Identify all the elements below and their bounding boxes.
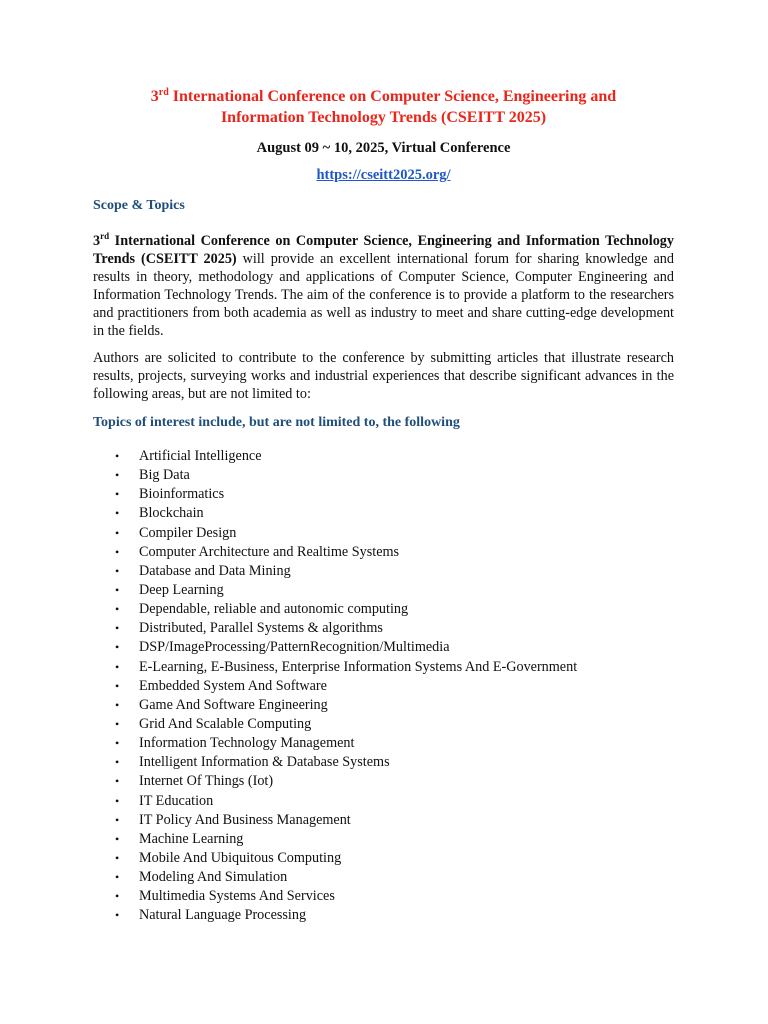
page-content — [93, 86, 674, 926]
bullet-icon: • — [115, 793, 120, 808]
topic-label: DSP/ImageProcessing/PatternRecognition/Multimedia — [139, 639, 450, 656]
bullet-icon: • — [115, 640, 120, 655]
bullet-icon: • — [115, 487, 120, 502]
topic-label: Natural Language Processing — [139, 907, 307, 924]
scope-paragraph-2: Authors are solicited to contribute to the conference by submitting articles that illustrate research results, projects, surveying works and industrial experiences that describe significant advances in the following areas, but are not limited to: — [93, 350, 674, 402]
topic-label: Deep Learning — [139, 581, 224, 598]
topic-label: IT Education — [139, 792, 214, 809]
topic-list-item — [93, 734, 674, 753]
topic-label: Artificial Intelligence — [139, 448, 262, 464]
topic-list-item — [93, 868, 674, 887]
title-line1: International Conference on Computer Science, Engineering and — [168, 88, 617, 105]
para1-ordinal-suffix: rd — [100, 231, 110, 241]
topic-label: Bioinformatics — [139, 486, 225, 503]
topic-list-item — [93, 830, 674, 849]
para1-body: will provide an excellent international forum for sharing knowledge and results in theory, methodology and applications of Computer Science, Computer Engineering and Information Technology Trends. The aim of the conference is to provide a platform to the researchers and practitioners from both academia as well as industry to meet and share cutting-edge development in the fields. — [93, 251, 674, 339]
topic-list-item — [93, 772, 674, 791]
topic-label: Blockchain — [139, 505, 204, 522]
topic-label: Modeling And Simulation — [139, 869, 288, 886]
topic-list-item — [93, 906, 674, 925]
bullet-icon: • — [115, 697, 120, 712]
topic-label: Intelligent Information & Database Systems — [139, 754, 390, 771]
scope-heading: Scope & Topics — [93, 198, 185, 213]
topic-list-item — [93, 715, 674, 734]
topic-list-item — [93, 466, 674, 485]
topic-label: Information Technology Management — [139, 735, 355, 752]
topic-list-item — [93, 677, 674, 696]
bullet-icon: • — [115, 678, 120, 693]
bullet-icon: • — [115, 506, 120, 521]
bullet-icon: • — [115, 716, 120, 731]
topic-list-item — [93, 485, 674, 504]
topics-list — [93, 447, 674, 926]
topic-label: Multimedia Systems And Services — [139, 888, 335, 905]
topic-label: Computer Architecture and Realtime Systems — [139, 543, 400, 560]
topic-list-item — [93, 619, 674, 638]
topic-label: Grid And Scalable Computing — [139, 715, 312, 732]
bullet-icon: • — [115, 621, 120, 636]
topic-label: Mobile And Ubiquitous Computing — [139, 849, 342, 866]
topic-list-item — [93, 524, 674, 543]
topic-label: IT Policy And Business Management — [139, 811, 351, 828]
topic-list-item — [93, 658, 674, 677]
bullet-icon: • — [115, 831, 120, 846]
topic-list-item — [93, 811, 674, 830]
bullet-icon: • — [115, 774, 120, 789]
bullet-icon: • — [115, 602, 120, 617]
conference-url-line — [93, 166, 674, 184]
topic-label: Internet Of Things (Iot) — [139, 773, 274, 790]
bullet-icon: • — [115, 525, 120, 540]
bullet-icon: • — [115, 659, 120, 674]
topic-list-item — [93, 792, 674, 811]
bullet-icon: • — [115, 468, 120, 483]
conference-dates: August 09 ~ 10, 2025, Virtual Conference — [256, 140, 511, 156]
conference-title — [93, 86, 674, 128]
bullet-icon: • — [115, 812, 120, 827]
bullet-icon: • — [115, 889, 120, 904]
bullet-icon: • — [115, 544, 120, 559]
topic-label: Dependable, reliable and autonomic computing — [139, 601, 409, 618]
scope-paragraph-1 — [93, 232, 674, 340]
bullet-icon: • — [115, 449, 120, 463]
title-ordinal: 3 — [150, 88, 159, 105]
title-line2: Information Technology Trends (CSEITT 2025) — [220, 109, 547, 126]
topic-list-item — [93, 696, 674, 715]
topic-list-item — [93, 849, 674, 868]
topic-list-item — [93, 543, 674, 562]
bullet-icon: • — [115, 870, 120, 885]
topic-label: Big Data — [139, 467, 190, 484]
topic-label: Embedded System And Software — [139, 677, 327, 694]
title-ordinal-suffix: rd — [158, 87, 169, 98]
topic-label: Compiler Design — [139, 524, 237, 541]
para1-ordinal: 3 — [93, 233, 101, 249]
topic-list-item — [93, 581, 674, 600]
conference-website-link[interactable]: https://cseitt2025.org/ — [316, 167, 451, 183]
topics-heading: Topics of interest include, but are not limited to, the following — [93, 415, 460, 430]
bullet-icon: • — [115, 850, 120, 865]
topic-label: Game And Software Engineering — [139, 696, 328, 713]
topic-list-item — [93, 753, 674, 772]
topic-label: Machine Learning — [139, 830, 244, 847]
bullet-icon: • — [115, 563, 120, 578]
bullet-icon: • — [115, 736, 120, 751]
topic-list-item — [93, 447, 674, 466]
bullet-icon: • — [115, 908, 120, 923]
topic-list-item — [93, 600, 674, 619]
topic-label: E-Learning, E-Business, Enterprise Information Systems And E-Government — [139, 658, 578, 675]
bullet-icon: • — [115, 755, 120, 770]
topic-list-item — [93, 504, 674, 523]
topic-list-item — [93, 638, 674, 657]
bullet-icon: • — [115, 582, 120, 597]
para1-conference-name: International Conference on Computer Science, Engineering and Information Technology Trends (CSEITT 2025) — [93, 233, 674, 267]
topic-list-item — [93, 887, 674, 906]
topic-label: Distributed, Parallel Systems & algorithms — [139, 620, 383, 637]
topic-label: Database and Data Mining — [139, 562, 291, 579]
topic-list-item — [93, 562, 674, 581]
